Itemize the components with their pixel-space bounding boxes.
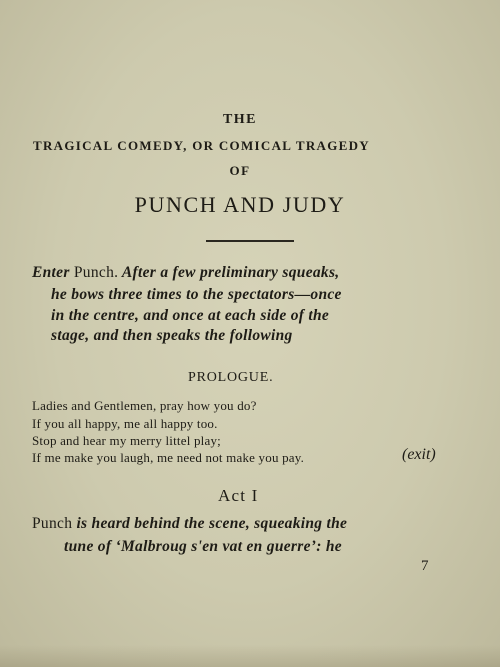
stage-direction-line-4: stage, and then speaks the following	[51, 327, 293, 344]
page-number: 7	[421, 558, 429, 574]
act-punch-name: Punch	[32, 515, 73, 532]
act-direction-line-1	[32, 515, 347, 533]
prologue-line-3: Stop and hear my merry littel play;	[32, 433, 221, 448]
subtitle: TRAGICAL COMEDY, OR COMICAL TRAGEDY	[33, 138, 370, 153]
act-heading: Act I	[218, 486, 259, 505]
punch-name: Punch.	[73, 264, 119, 281]
enter-word: Enter	[32, 264, 70, 281]
stage-direction-line-3: in the centre, and once at each side of the	[51, 307, 330, 324]
exit-direction: (exit)	[402, 446, 436, 463]
page-title: PUNCH AND JUDY	[134, 192, 346, 217]
title-the: THE	[222, 112, 258, 127]
title-divider	[206, 240, 294, 242]
title-of: OF	[229, 163, 251, 178]
stage-direction-line-1-rest: After a few preliminary squeaks,	[121, 264, 340, 281]
prologue-heading: PROLOGUE.	[188, 370, 274, 385]
prologue-line-2: If you all happy, me all happy too.	[32, 416, 218, 431]
prologue-line-4: If me make you laugh, me need not make you pay.	[32, 450, 305, 465]
prologue-line-1: Ladies and Gentlemen, pray how you do?	[32, 398, 257, 413]
act-direction-line-1-rest: is heard behind the scene, squeaking the	[76, 515, 348, 532]
stage-direction-line-1	[32, 264, 339, 282]
act-direction-line-2: tune of ‘Malbroug s'en vat en guerre’: he	[64, 538, 342, 555]
stage-direction-line-2: he bows three times to the spectators—once	[51, 286, 342, 303]
